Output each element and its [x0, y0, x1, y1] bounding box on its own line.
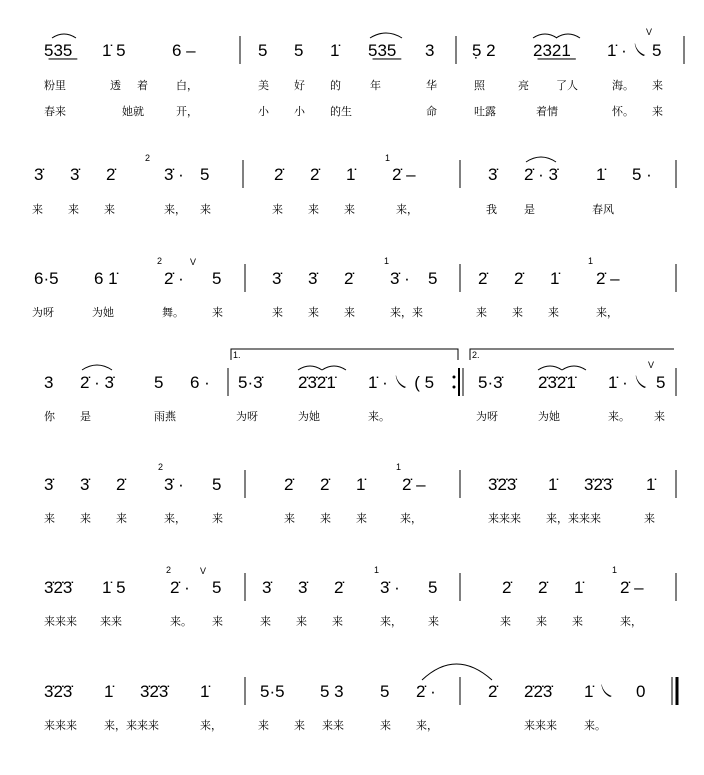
note: 1̇ [548, 475, 558, 494]
note: 1̇ [346, 165, 356, 184]
note: 3̇ [272, 269, 282, 288]
note: 2̇ · [170, 578, 190, 597]
lyric: 年 [370, 79, 381, 92]
lyric: 吐露 [474, 105, 496, 118]
note-group: 2̇2̇3̇ [524, 682, 553, 701]
note: 5 [428, 269, 438, 288]
lyric: 来。 [608, 410, 630, 423]
lyric: 了人 [556, 79, 578, 92]
note-group: 6 1̇ [94, 269, 118, 288]
repeat-dot [453, 376, 456, 379]
note-group: 2̇3̇2̇1̇ [298, 373, 336, 392]
lyric: 来， [416, 719, 438, 732]
note: 1̇ [356, 475, 366, 494]
note: 2̇ [514, 269, 524, 288]
lyric: 小 [294, 105, 305, 118]
note: 2̇ [274, 165, 284, 184]
volta-1-label: 1. [233, 350, 241, 360]
lyric: 来 [32, 203, 43, 216]
lyric: 为她 [92, 306, 114, 319]
lyric: 来 [212, 615, 223, 628]
lyric: 春风 [592, 203, 614, 216]
lyric: 命 [426, 105, 437, 118]
note: 3̇ [308, 269, 318, 288]
lyric: 她就 [122, 105, 144, 118]
note-group: 5·3̇ [478, 373, 503, 392]
slur [533, 34, 557, 38]
note-group: 3̇2̇3̇ [584, 475, 613, 494]
lyric: 来 [44, 512, 55, 525]
lyric: 来 [308, 203, 319, 216]
lyric: 华 [426, 79, 437, 92]
note-group: 3̇2̇3̇ [44, 578, 73, 597]
breath-mark: V [200, 566, 207, 576]
lyric: 来 [476, 306, 487, 319]
note-group: 2̇ – [620, 578, 644, 597]
note-group: 2̲3̲2̲1̲ [533, 41, 571, 60]
note: 5 [212, 269, 222, 288]
note: 3̇ [70, 165, 80, 184]
note-group: 6 – [172, 41, 196, 60]
volta-2-label: 2. [472, 350, 480, 360]
slur [322, 366, 346, 370]
lyric: 来，来 [390, 306, 423, 319]
lyric: 白， [176, 79, 198, 92]
note: 2̇ [320, 475, 330, 494]
note: 0 [636, 682, 646, 701]
lyric: 来，来来来 [104, 719, 159, 732]
note-group: 2̇ · 3̇ [80, 373, 115, 392]
note: 1̇ [200, 682, 210, 701]
note: 2̇ [106, 165, 116, 184]
note: 3̇ [262, 578, 272, 597]
lyric: 来， [620, 615, 642, 628]
tie [422, 664, 492, 680]
grace-note: 2 [157, 256, 163, 266]
lyric: 小 [258, 105, 269, 118]
note: 3̇ [44, 475, 54, 494]
grace-note: 1 [385, 153, 391, 163]
slur [538, 366, 562, 370]
lyric: 来 [332, 615, 343, 628]
note-group: 5̣ 2 [472, 41, 496, 60]
note: 2̇ [478, 269, 488, 288]
lyric: 来 [344, 203, 355, 216]
lyric: 来 [428, 615, 439, 628]
slur [298, 366, 322, 370]
lyric: 来 [652, 105, 663, 118]
lyric: 来 [536, 615, 547, 628]
note: 3̇ [488, 165, 498, 184]
lyric: 来 [344, 306, 355, 319]
note: 3 [425, 41, 435, 60]
note: 3̇ · [380, 578, 400, 597]
breath-mark: V [646, 27, 653, 37]
lyric: 是 [80, 410, 91, 423]
note: 2̇ [116, 475, 126, 494]
note-group: 2̇ – [392, 165, 416, 184]
lyric: 为呀 [32, 306, 54, 319]
note: 1̇ [330, 41, 340, 60]
slur [526, 157, 556, 162]
lyric: 来来来 [44, 615, 77, 628]
lyric: 海。 [612, 79, 634, 92]
lyric: 照 [474, 79, 485, 92]
volta-bracket-1 [231, 349, 458, 360]
lyric: 来 [500, 615, 511, 628]
note: 2̇ [310, 165, 320, 184]
lyric: 来来来 [488, 512, 521, 525]
lyric: 透 [110, 79, 121, 92]
note-group: 1̇ 5 [102, 578, 126, 597]
note-group: 3̇2̇3̇ [44, 682, 73, 701]
lyric: 来 [116, 512, 127, 525]
lyric: 来 [308, 306, 319, 319]
grace-note: 1 [612, 565, 618, 575]
lyric: 来， [396, 203, 418, 216]
note: 5 [656, 373, 666, 392]
note-group: 2̇ – [402, 475, 426, 494]
lyric: 来 [200, 203, 211, 216]
grace-note: 1 [384, 256, 390, 266]
lyric: 粉里 [44, 79, 66, 92]
lyric: 来 [356, 512, 367, 525]
repeat-dot [453, 386, 456, 389]
note: 2̇ · [164, 269, 184, 288]
note: 1̇ [550, 269, 560, 288]
note: 5 [294, 41, 304, 60]
note: 5 [154, 373, 164, 392]
lyric: 为她 [538, 410, 560, 423]
lyric: 来 [548, 306, 559, 319]
note: 2̇ [344, 269, 354, 288]
lyric: 来 [104, 203, 115, 216]
lyric: 来 [212, 306, 223, 319]
slur [82, 365, 112, 370]
lyric: 来 [652, 79, 663, 92]
note: 5 [200, 165, 210, 184]
note: 5 [380, 682, 390, 701]
note: 2̇ [538, 578, 548, 597]
note-group: 1̇ · ㇏ [607, 41, 649, 60]
note: 5 [428, 578, 438, 597]
lyric: 是 [524, 203, 535, 216]
lyric: 来 [644, 512, 655, 525]
note-group: 1̇ ㇏ [584, 682, 616, 701]
lyric: 来 [654, 410, 665, 423]
lyric: 来。 [368, 410, 390, 423]
note-group: 3̇2̇3̇ [140, 682, 169, 701]
note-group: 2̇ · 3̇ [524, 165, 559, 184]
note: 2̇ · [416, 682, 436, 701]
lyric: 来，来来来 [546, 512, 601, 525]
lyric: 来 [296, 615, 307, 628]
note: 3̇ [34, 165, 44, 184]
lyric: 来 [68, 203, 79, 216]
lyric: 雨燕 [154, 410, 176, 423]
note-group: 3̇2̇3̇ [488, 475, 517, 494]
breath-mark: V [190, 257, 197, 267]
note: 5 [258, 41, 268, 60]
note-group: 1̇ · ㇏ [608, 373, 650, 392]
note: 5 · [632, 165, 652, 184]
lyric: 来 [320, 512, 331, 525]
lyric: 亮 [518, 79, 529, 92]
lyric: 为她 [298, 410, 320, 423]
note: 1̇ [104, 682, 114, 701]
lyric: 为呀 [236, 410, 258, 423]
note-group: 6·5 [34, 269, 59, 288]
lyric: 来 [212, 512, 223, 525]
lyric: 来， [164, 512, 186, 525]
note: 3 [44, 373, 54, 392]
lyric: 来。 [584, 719, 606, 732]
lyric: 来， [380, 615, 402, 628]
slur [52, 34, 76, 38]
note: 5 [212, 475, 222, 494]
lyric: 春来 [44, 105, 66, 118]
note: 3̇ [80, 475, 90, 494]
lyric: 来来来 [524, 719, 557, 732]
lyric: 来， [596, 306, 618, 319]
volta-bracket-2 [470, 349, 674, 360]
note: 3̇ [298, 578, 308, 597]
lyric: 来， [400, 512, 422, 525]
note-group: 2̇ – [596, 269, 620, 288]
lyric: 着 [137, 79, 148, 92]
lyric: 的生 [330, 105, 352, 118]
grace-note: 2 [166, 565, 172, 575]
lyric: 来来 [100, 615, 122, 628]
grace-note: 1 [396, 462, 402, 472]
note: 1̇ [574, 578, 584, 597]
grace-note: 2 [145, 153, 151, 163]
lyric: 来， [200, 719, 222, 732]
note-group: 6 · [190, 373, 210, 392]
note-group: 2̇3̇2̇1̇ [538, 373, 576, 392]
note: 1̇ [596, 165, 606, 184]
lyric: 来 [512, 306, 523, 319]
slur [556, 34, 580, 38]
lyric: 怀。 [612, 105, 634, 118]
lyric: 来 [272, 203, 283, 216]
note-group: 5̲3̲5̲ [44, 41, 73, 60]
breath-mark: V [648, 360, 655, 370]
lyric: 来来 [322, 719, 344, 732]
lyric: 来 [258, 719, 269, 732]
note: 2̇ [502, 578, 512, 597]
note-group: 1̇ 5 [102, 41, 126, 60]
lyric: 为呀 [476, 410, 498, 423]
lyric: 舞。 [162, 306, 184, 319]
note: 5 [212, 578, 222, 597]
lyric: 来 [260, 615, 271, 628]
note: 2̇ [284, 475, 294, 494]
lyric: 来 [572, 615, 583, 628]
lyric: 你 [44, 410, 55, 423]
lyric: 来， [164, 203, 186, 216]
grace-note: 1 [588, 256, 594, 266]
lyric: 我 [486, 203, 497, 216]
lyric: 开， [176, 105, 198, 118]
lyric: 美 [258, 79, 269, 92]
note-group: 5̲3̲5̲ [368, 41, 397, 60]
grace-note: 2 [158, 462, 164, 472]
lyric: 来 [380, 719, 391, 732]
note-group: 5·5 [260, 682, 285, 701]
note: 3̇ · [390, 269, 410, 288]
lyric: 来 [294, 719, 305, 732]
slur [562, 366, 586, 370]
lyric: 来 [272, 306, 283, 319]
lyric: 的 [330, 79, 341, 92]
lyric: 来。 [170, 615, 192, 628]
lyric: 来 [284, 512, 295, 525]
slur [370, 33, 402, 38]
lyric: 好 [294, 79, 305, 92]
note-group: 5 3 [320, 682, 344, 701]
note: 3̇ · [164, 165, 184, 184]
note: 2̇ [488, 682, 498, 701]
note-group: 5·3̇ [238, 373, 263, 392]
note-group: 1̇ · ㇏ ( 5 [368, 373, 435, 392]
note: 2̇ [334, 578, 344, 597]
note: 1̇ [646, 475, 656, 494]
lyric: 来来来 [44, 719, 77, 732]
note: 5 [652, 41, 662, 60]
grace-note: 1 [374, 565, 380, 575]
note: 3̇ · [164, 475, 184, 494]
lyric: 着情 [536, 105, 558, 118]
lyric: 来 [80, 512, 91, 525]
